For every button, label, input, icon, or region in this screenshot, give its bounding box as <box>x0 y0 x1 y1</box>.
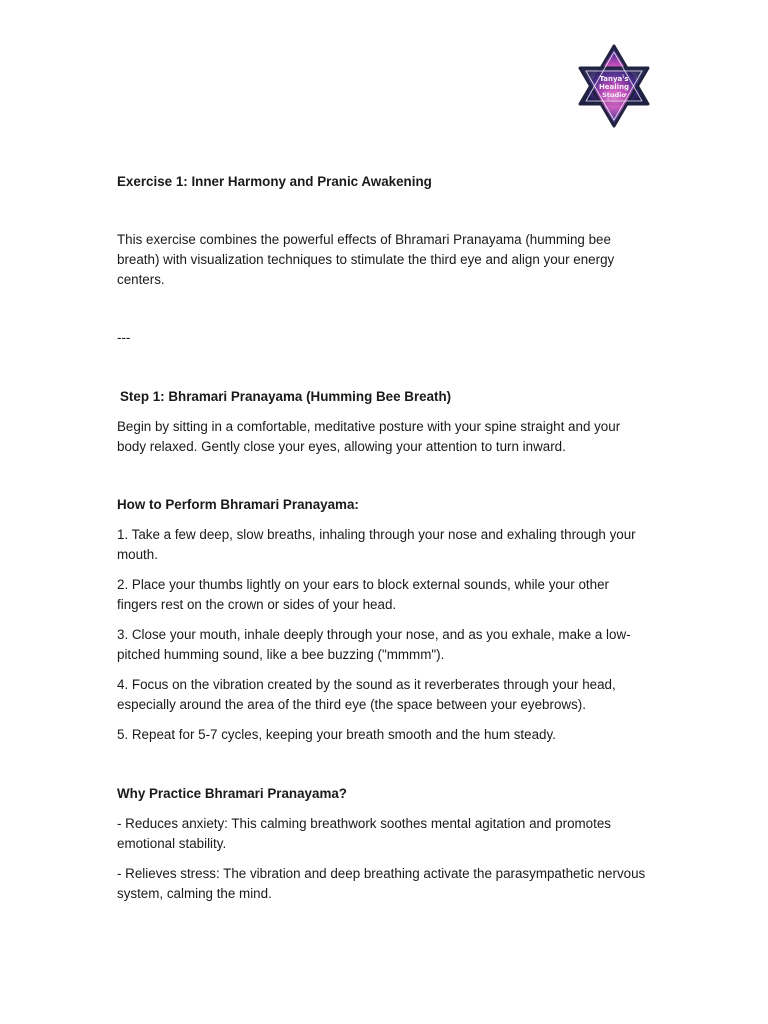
document-body <box>117 172 652 904</box>
exercise-title: Exercise 1: Inner Harmony and Pranic Awakening <box>117 174 432 189</box>
list-item: 2. Place your thumbs lightly on your ears to block external sounds, while your other fingers rest on the crown or sides of your head. <box>117 577 609 612</box>
star-logo-icon <box>578 44 650 128</box>
list-item: 3. Close your mouth, inhale deeply through your nose, and as you exhale, make a low-pitched humming sound, like a bee buzzing ("mmmm"). <box>117 627 631 662</box>
logo-line-2: Healing <box>598 83 630 91</box>
why-heading: Why Practice Bhramari Pranayama? <box>117 786 347 801</box>
howto-heading: How to Perform Bhramari Pranayama: <box>117 497 359 512</box>
step1-paragraph: Begin by sitting in a comfortable, meditative posture with your spine straight and your body relaxed. Gently close your eyes, allowing your attention to turn inward. <box>117 419 621 454</box>
section-separator: --- <box>117 330 131 345</box>
step1-heading: Step 1: Bhramari Pranayama (Humming Bee Breath) <box>120 389 452 404</box>
intro-paragraph: This exercise combines the powerful effects of Bhramari Pranayama (humming bee breath) with visualization techniques to stimulate the third eye and align your energy centers. <box>117 232 615 287</box>
studio-logo <box>578 44 650 128</box>
list-item: 1. Take a few deep, slow breaths, inhaling through your nose and exhaling through your mouth. <box>117 527 636 562</box>
logo-line-1: Tanya's <box>599 75 629 83</box>
benefit-item: - Relieves stress: The vibration and deep breathing activate the parasympathetic nervous system, calming the mind. <box>117 866 646 901</box>
list-item: 4. Focus on the vibration created by the sound as it reverberates through your head, especially around the area of the third eye (the space between your eyebrows). <box>117 677 616 712</box>
list-item: 5. Repeat for 5-7 cycles, keeping your breath smooth and the hum steady. <box>117 727 556 742</box>
logo-line-3: Studio <box>602 91 626 99</box>
benefit-item: - Reduces anxiety: This calming breathwork soothes mental agitation and promotes emotional stability. <box>117 816 611 851</box>
